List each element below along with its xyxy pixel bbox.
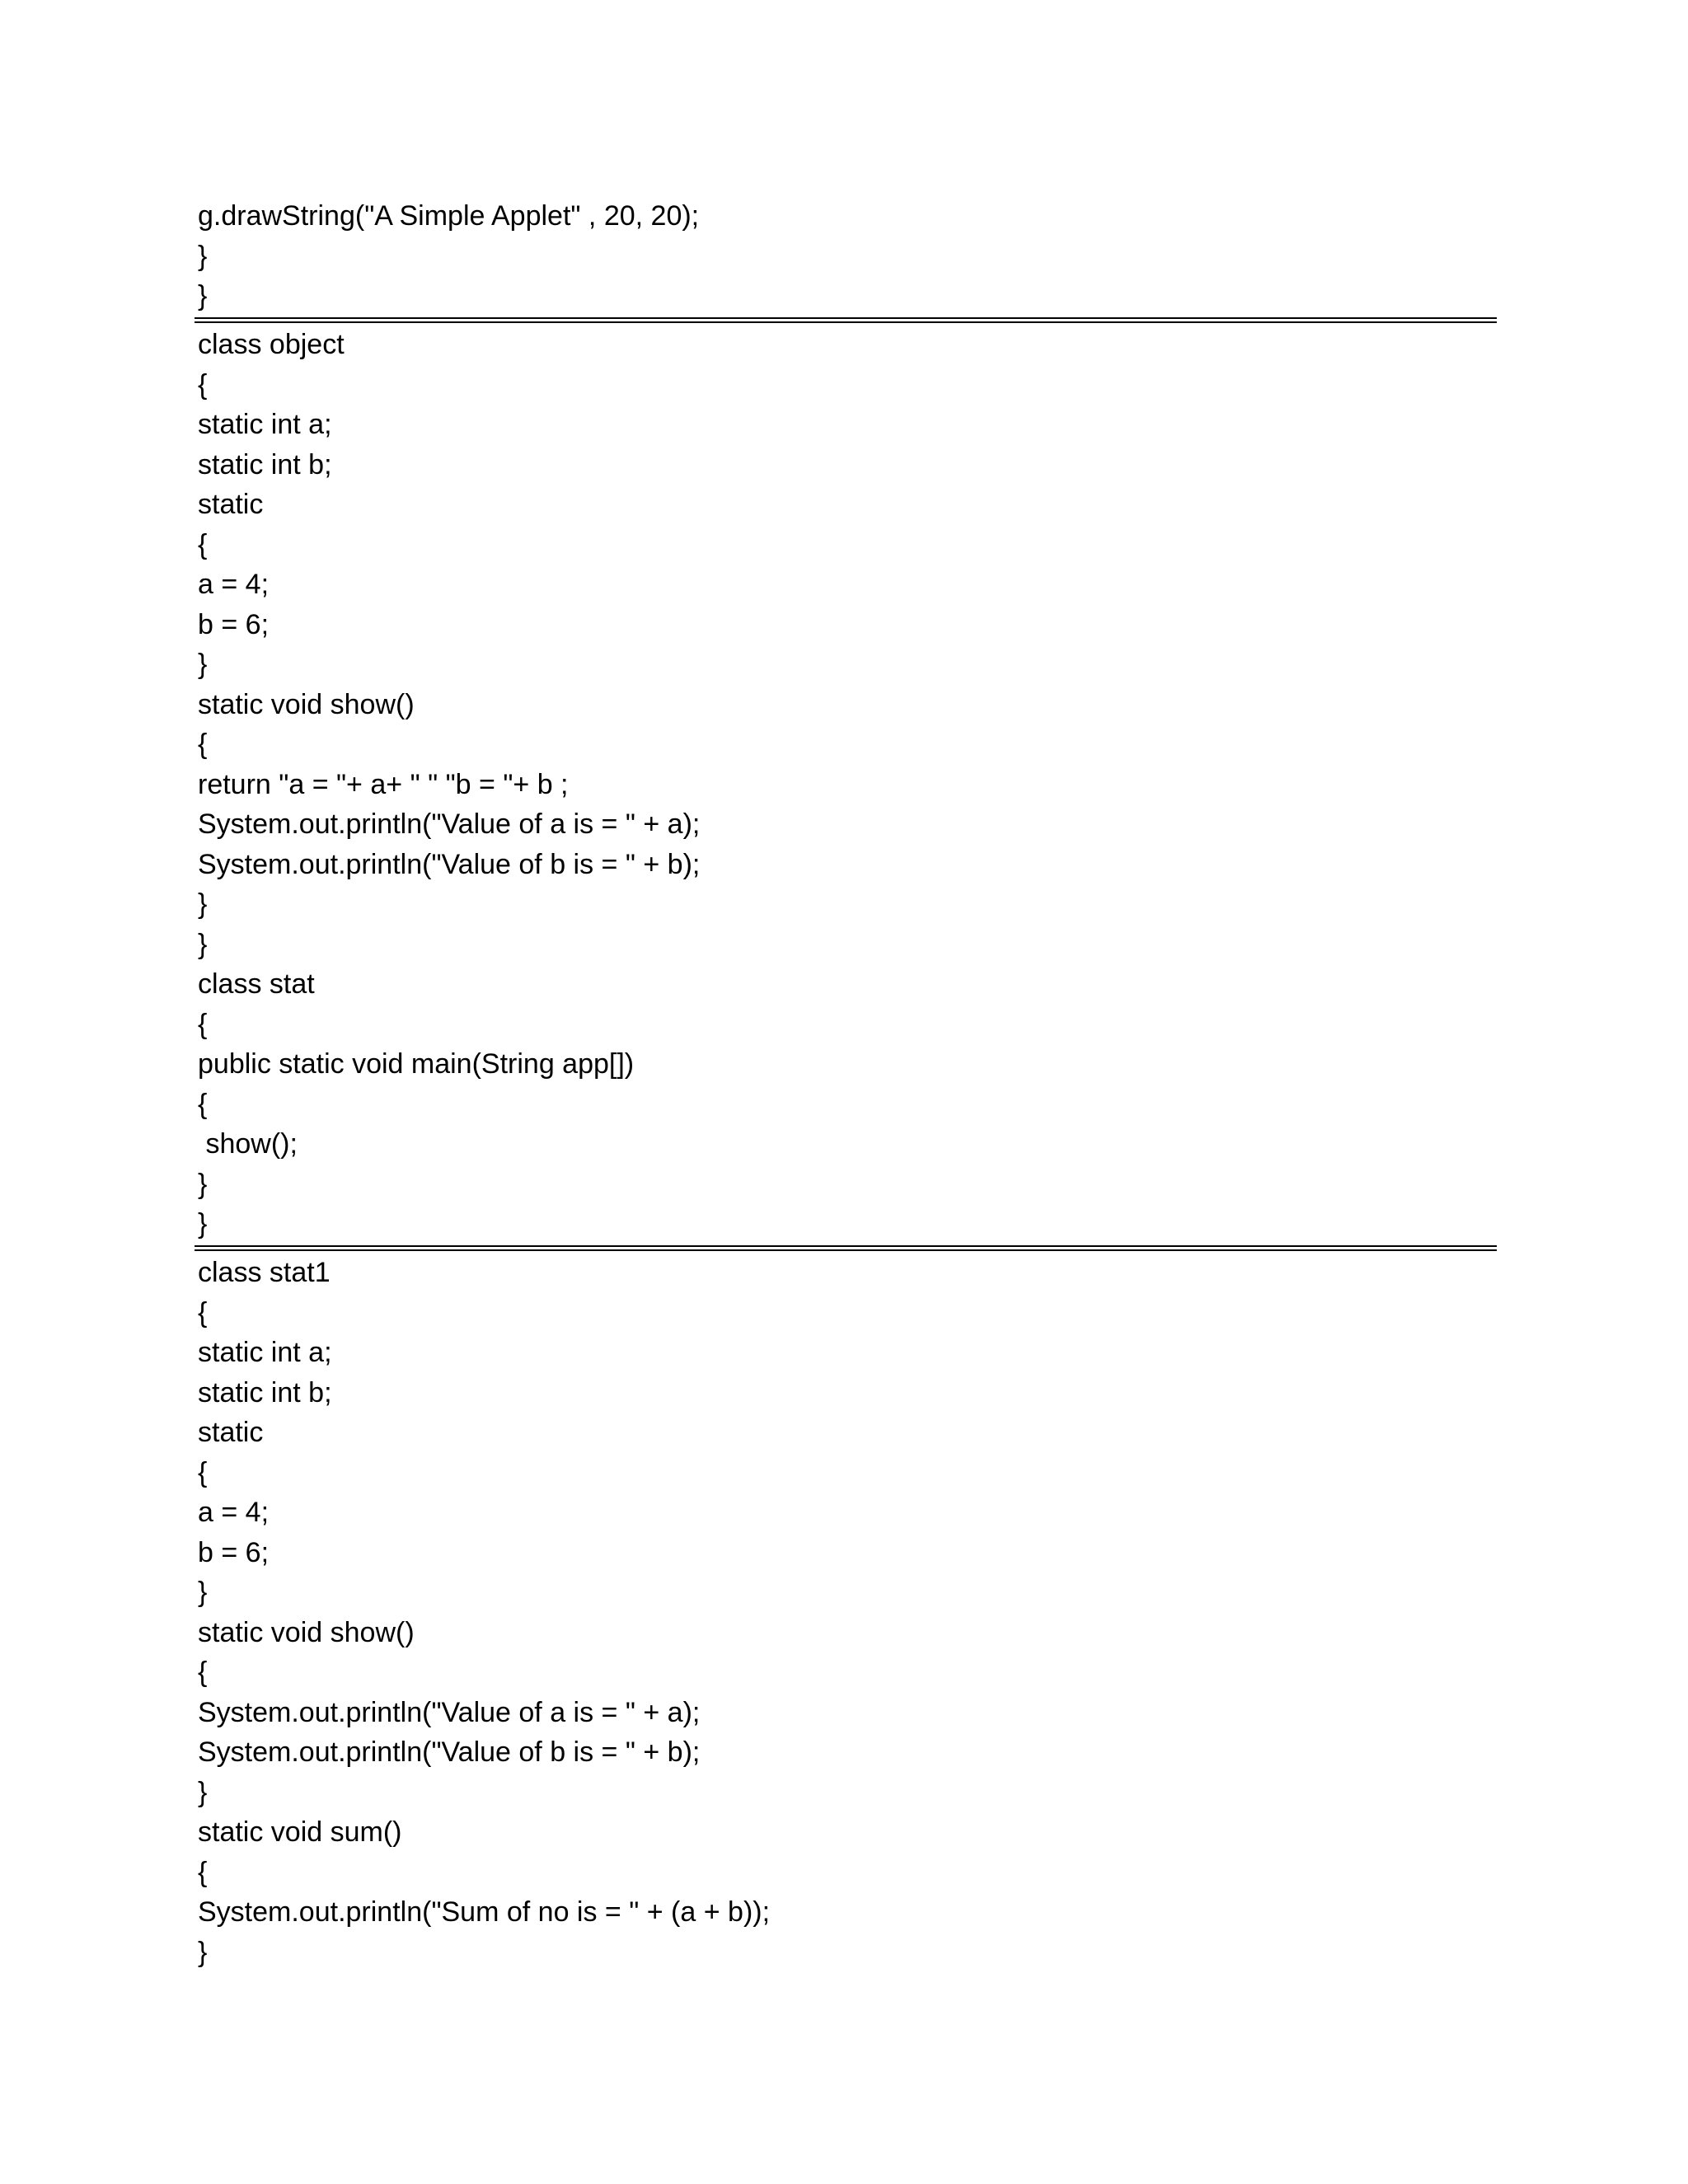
code-line: { [198,528,208,560]
code-line: { [198,1456,208,1488]
code-line: } [198,1208,208,1240]
code-line: } [198,888,208,920]
code-line: { [198,368,208,401]
code-line: System.out.println("Value of b is = " + b); [198,848,701,880]
code-section-applet [198,196,1500,316]
code-line: System.out.println("Value of a is = " + a); [198,808,701,840]
code-line: b = 6; [198,608,270,640]
code-line: static void show() [198,688,415,720]
code-line: static int b; [198,1376,332,1408]
code-line: { [198,1088,208,1120]
code-line: show(); [198,1128,298,1160]
code-line: { [198,1008,208,1040]
code-line: static void sum() [198,1816,402,1848]
code-line: System.out.println("Sum of no is = " + (a + b)); [198,1896,771,1928]
section-divider [195,317,1497,323]
code-line: class object [198,329,345,360]
code-line: } [198,1936,208,1968]
code-line: class stat1 [198,1257,331,1288]
code-section-stat1 [198,1253,1500,1972]
code-line: System.out.println("Value of b is = " + b); [198,1736,701,1768]
code-line: a = 4; [198,569,270,600]
code-line: { [198,729,208,760]
code-line: a = 4; [198,1497,270,1528]
section-divider [195,1245,1497,1251]
code-line: } [198,928,208,960]
code-line: return "a = "+ a+ " " "b = "+ b ; [198,768,569,800]
code-line: static int a; [198,1337,332,1368]
code-line: } [198,240,208,272]
code-line: System.out.println("Value of a is = " + a); [198,1696,701,1728]
code-line: } [198,1168,208,1200]
code-line: class stat [198,968,315,1000]
code-line: static int b; [198,448,332,480]
code-section-object [198,325,1500,1244]
code-line: b = 6; [198,1536,270,1568]
code-line: { [198,1296,208,1329]
code-line: } [198,280,208,312]
code-line: } [198,1577,208,1608]
code-line: static [198,1417,264,1448]
code-line: } [198,1776,208,1808]
code-line: static void show() [198,1616,415,1648]
code-line: static int a; [198,409,332,440]
code-line: static [198,489,264,520]
code-line: g.drawString("A Simple Applet" , 20, 20); [198,200,700,232]
code-line: { [198,1657,208,1688]
code-line: { [198,1856,208,1888]
code-line: } [198,649,208,680]
code-line: public static void main(String app[]) [198,1048,635,1080]
